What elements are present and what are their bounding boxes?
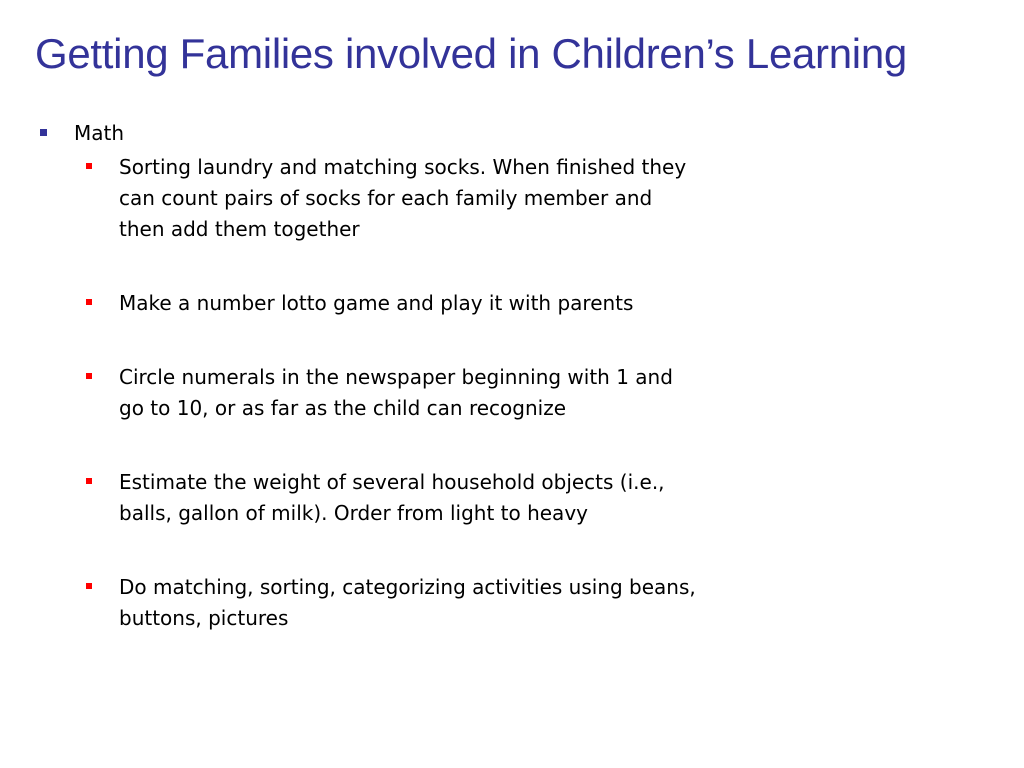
sub-item-text: Circle numerals in the newspaper beginning with 1 and go to 10, or as far as the child can recognize — [119, 365, 673, 420]
sub-item-number-lotto — [86, 288, 699, 319]
sub-item-matching-sorting — [86, 572, 699, 634]
math-sub-list — [40, 152, 740, 634]
red-square-bullet-icon — [86, 299, 92, 305]
red-square-bullet-icon — [86, 583, 92, 589]
red-square-bullet-icon — [86, 478, 92, 484]
red-square-bullet-icon — [86, 373, 92, 379]
bullet-label: Math — [74, 121, 125, 145]
bullet-math — [40, 118, 740, 148]
sub-item-sorting-laundry — [86, 152, 699, 245]
sub-item-text: Estimate the weight of several household objects (i.e., balls, gallon of milk). Order from light to heavy — [119, 470, 665, 525]
sub-item-circle-numerals — [86, 362, 699, 424]
sub-item-text: Sorting laundry and matching socks. When finished they can count pairs of socks for each family member and then add them together — [119, 155, 687, 241]
slide-title: Getting Families involved in Children’s Learning — [35, 30, 907, 77]
sub-item-text: Do matching, sorting, categorizing activities using beans, buttons, pictures — [119, 575, 696, 630]
sub-item-estimate-weight — [86, 467, 699, 529]
square-bullet-icon — [40, 129, 47, 136]
sub-item-text: Make a number lotto game and play it with parents — [119, 291, 634, 315]
slide-content — [40, 118, 740, 677]
red-square-bullet-icon — [86, 163, 92, 169]
